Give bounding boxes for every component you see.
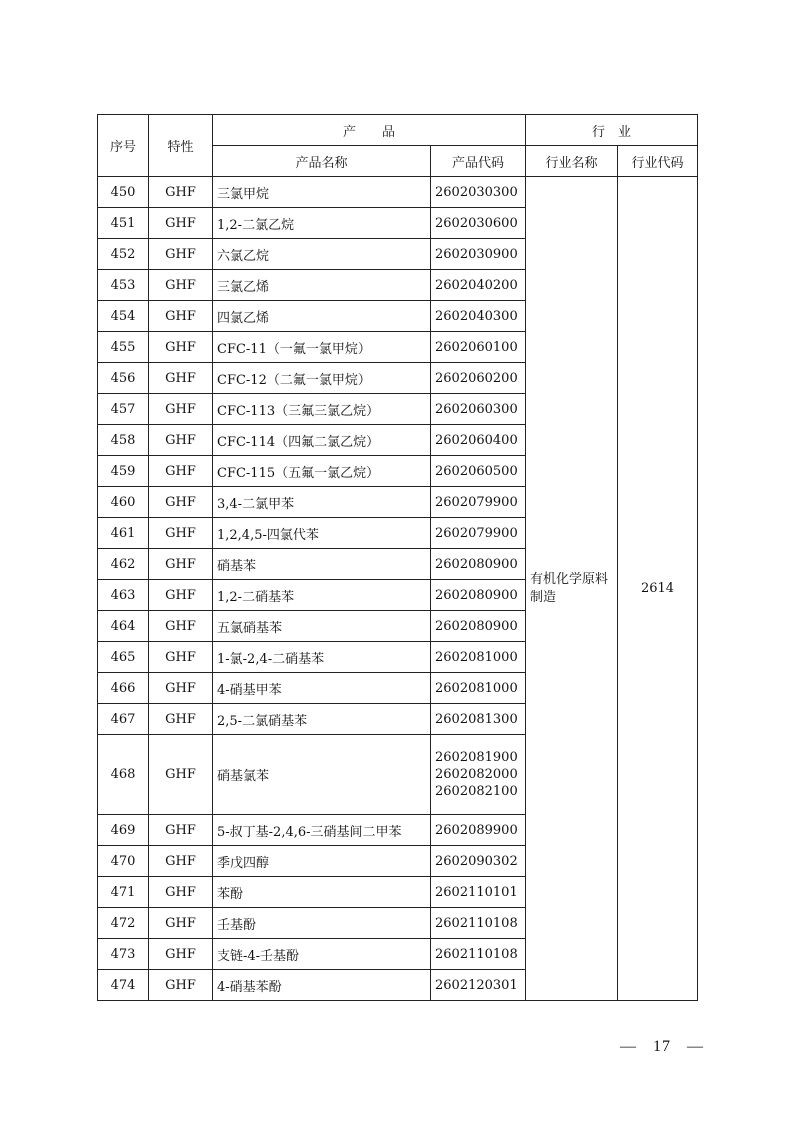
product-code-line: 2602080900 (435, 618, 518, 634)
page-number-value: 17 (653, 1038, 671, 1055)
row-seq: 457 (98, 394, 149, 425)
product-code-line: 2602030900 (435, 246, 518, 262)
row-property: GHF (149, 425, 213, 456)
row-product-name: CFC-12（二氟一氯甲烷） (213, 363, 431, 394)
product-code-line: 2602110108 (435, 946, 518, 962)
row-product-code (431, 642, 526, 673)
row-seq: 460 (98, 487, 149, 518)
row-property: GHF (149, 363, 213, 394)
row-seq: 465 (98, 642, 149, 673)
row-product-code (431, 425, 526, 456)
row-product-name: 5-叔丁基-2,4,6-三硝基间二甲苯 (213, 815, 431, 846)
row-property: GHF (149, 580, 213, 611)
row-seq: 452 (98, 239, 149, 270)
row-seq: 468 (98, 735, 149, 815)
row-property: GHF (149, 642, 213, 673)
product-code-line: 2602080900 (435, 556, 518, 572)
row-product-code (431, 394, 526, 425)
header-seq: 序号 (98, 115, 149, 177)
product-code-line: 2602060500 (435, 463, 518, 479)
row-product-name: 季戊四醇 (213, 846, 431, 877)
row-seq: 454 (98, 301, 149, 332)
row-product-name: 苯酚 (213, 877, 431, 908)
row-product-code (431, 239, 526, 270)
header-row-1 (98, 115, 698, 146)
row-product-name: CFC-11（一氟一氯甲烷） (213, 332, 431, 363)
product-code-line: 2602040200 (435, 277, 518, 293)
row-seq: 473 (98, 939, 149, 970)
row-seq: 464 (98, 611, 149, 642)
row-seq: 470 (98, 846, 149, 877)
header-industry: 行 业 (526, 115, 698, 146)
row-seq: 450 (98, 177, 149, 208)
row-product-code (431, 177, 526, 208)
header-industry-name: 行业名称 (526, 146, 618, 177)
row-product-name: 4-硝基甲苯 (213, 673, 431, 704)
row-product-name: 三氯甲烷 (213, 177, 431, 208)
product-code-line: 2602079900 (435, 525, 518, 541)
row-product-name: 硝基氯苯 (213, 735, 431, 815)
product-code-line: 2602110101 (435, 884, 518, 900)
row-seq: 462 (98, 549, 149, 580)
row-seq: 455 (98, 332, 149, 363)
row-seq: 451 (98, 208, 149, 239)
row-product-name: 4-硝基苯酚 (213, 970, 431, 1001)
row-product-code (431, 735, 526, 815)
row-product-name: CFC-114（四氟二氯乙烷） (213, 425, 431, 456)
row-product-code (431, 704, 526, 735)
row-property: GHF (149, 704, 213, 735)
row-property: GHF (149, 846, 213, 877)
row-property: GHF (149, 239, 213, 270)
row-product-name: 2,5-二氯硝基苯 (213, 704, 431, 735)
row-seq: 472 (98, 908, 149, 939)
row-property: GHF (149, 908, 213, 939)
row-property: GHF (149, 735, 213, 815)
page-dash-right: — (687, 1038, 704, 1055)
product-code-line: 2602030300 (435, 184, 518, 200)
row-product-code (431, 611, 526, 642)
product-code-line: 2602081300 (435, 711, 518, 727)
row-product-code (431, 270, 526, 301)
row-product-name: 1,2-二硝基苯 (213, 580, 431, 611)
page-dash-left: — (620, 1038, 637, 1055)
row-product-name: 五氯硝基苯 (213, 611, 431, 642)
product-code-line: 2602060200 (435, 370, 518, 386)
product-code-line: 2602081000 (435, 680, 518, 696)
product-code-line: 2602120301 (435, 977, 518, 993)
product-code-line: 2602080900 (435, 587, 518, 603)
row-product-code (431, 518, 526, 549)
row-product-code (431, 549, 526, 580)
row-seq: 466 (98, 673, 149, 704)
row-seq: 456 (98, 363, 149, 394)
row-seq: 459 (98, 456, 149, 487)
product-code-line: 2602081000 (435, 649, 518, 665)
row-product-name: 硝基苯 (213, 549, 431, 580)
row-product-code (431, 487, 526, 518)
row-product-code (431, 456, 526, 487)
row-product-code (431, 877, 526, 908)
header-product-code: 产品代码 (431, 146, 526, 177)
row-product-name: 六氯乙烷 (213, 239, 431, 270)
product-code-line: 2602060300 (435, 401, 518, 417)
row-product-code (431, 939, 526, 970)
row-product-name: 1,2,4,5-四氯代苯 (213, 518, 431, 549)
product-code-line: 2602079900 (435, 494, 518, 510)
row-property: GHF (149, 394, 213, 425)
row-product-code (431, 970, 526, 1001)
row-seq: 463 (98, 580, 149, 611)
row-product-code (431, 815, 526, 846)
product-code-line: 2602040300 (435, 308, 518, 324)
product-code-line: 2602081900 (435, 750, 518, 765)
row-product-name: 壬基酚 (213, 908, 431, 939)
header-product-name: 产品名称 (213, 146, 431, 177)
row-property: GHF (149, 673, 213, 704)
row-seq: 474 (98, 970, 149, 1001)
industry-name-cell: 有机化学原料制造 (526, 177, 618, 1001)
row-seq: 458 (98, 425, 149, 456)
header-industry-code: 行业代码 (618, 146, 698, 177)
row-product-name: CFC-115（五氟一氯乙烷） (213, 456, 431, 487)
row-product-name: CFC-113（三氟三氯乙烷） (213, 394, 431, 425)
row-property: GHF (149, 208, 213, 239)
table-row (98, 177, 698, 208)
row-property: GHF (149, 456, 213, 487)
product-code-line: 2602090302 (435, 853, 518, 869)
row-product-name: 3,4-二氯甲苯 (213, 487, 431, 518)
row-property: GHF (149, 939, 213, 970)
row-product-name: 三氯乙烯 (213, 270, 431, 301)
row-product-name: 四氯乙烯 (213, 301, 431, 332)
product-code-line: 2602060400 (435, 432, 518, 448)
product-code-line: 2602060100 (435, 339, 518, 355)
page-number (612, 1038, 712, 1056)
header-product: 产 品 (213, 115, 526, 146)
row-property: GHF (149, 549, 213, 580)
row-product-code (431, 332, 526, 363)
row-product-code (431, 846, 526, 877)
row-product-code (431, 673, 526, 704)
row-product-code (431, 363, 526, 394)
row-property: GHF (149, 177, 213, 208)
row-product-name: 支链-4-壬基酚 (213, 939, 431, 970)
product-code-line: 2602030600 (435, 215, 518, 231)
row-property: GHF (149, 518, 213, 549)
product-code-line: 2602082100 (435, 784, 518, 799)
row-property: GHF (149, 487, 213, 518)
product-code-line: 2602082000 (435, 767, 518, 782)
row-product-name: 1-氯-2,4-二硝基苯 (213, 642, 431, 673)
row-property: GHF (149, 611, 213, 642)
row-seq: 467 (98, 704, 149, 735)
header-property: 特性 (149, 115, 213, 177)
row-product-name: 1,2-二氯乙烷 (213, 208, 431, 239)
row-property: GHF (149, 332, 213, 363)
row-product-code (431, 208, 526, 239)
row-product-code (431, 580, 526, 611)
row-product-code (431, 908, 526, 939)
row-property: GHF (149, 301, 213, 332)
product-table (97, 114, 698, 1001)
row-product-code (431, 301, 526, 332)
product-code-line: 2602110108 (435, 915, 518, 931)
row-seq: 461 (98, 518, 149, 549)
industry-code-cell: 2614 (618, 177, 698, 1001)
product-code-line: 2602089900 (435, 822, 518, 838)
row-seq: 469 (98, 815, 149, 846)
row-property: GHF (149, 877, 213, 908)
row-seq: 471 (98, 877, 149, 908)
row-property: GHF (149, 270, 213, 301)
row-property: GHF (149, 815, 213, 846)
row-property: GHF (149, 970, 213, 1001)
row-seq: 453 (98, 270, 149, 301)
